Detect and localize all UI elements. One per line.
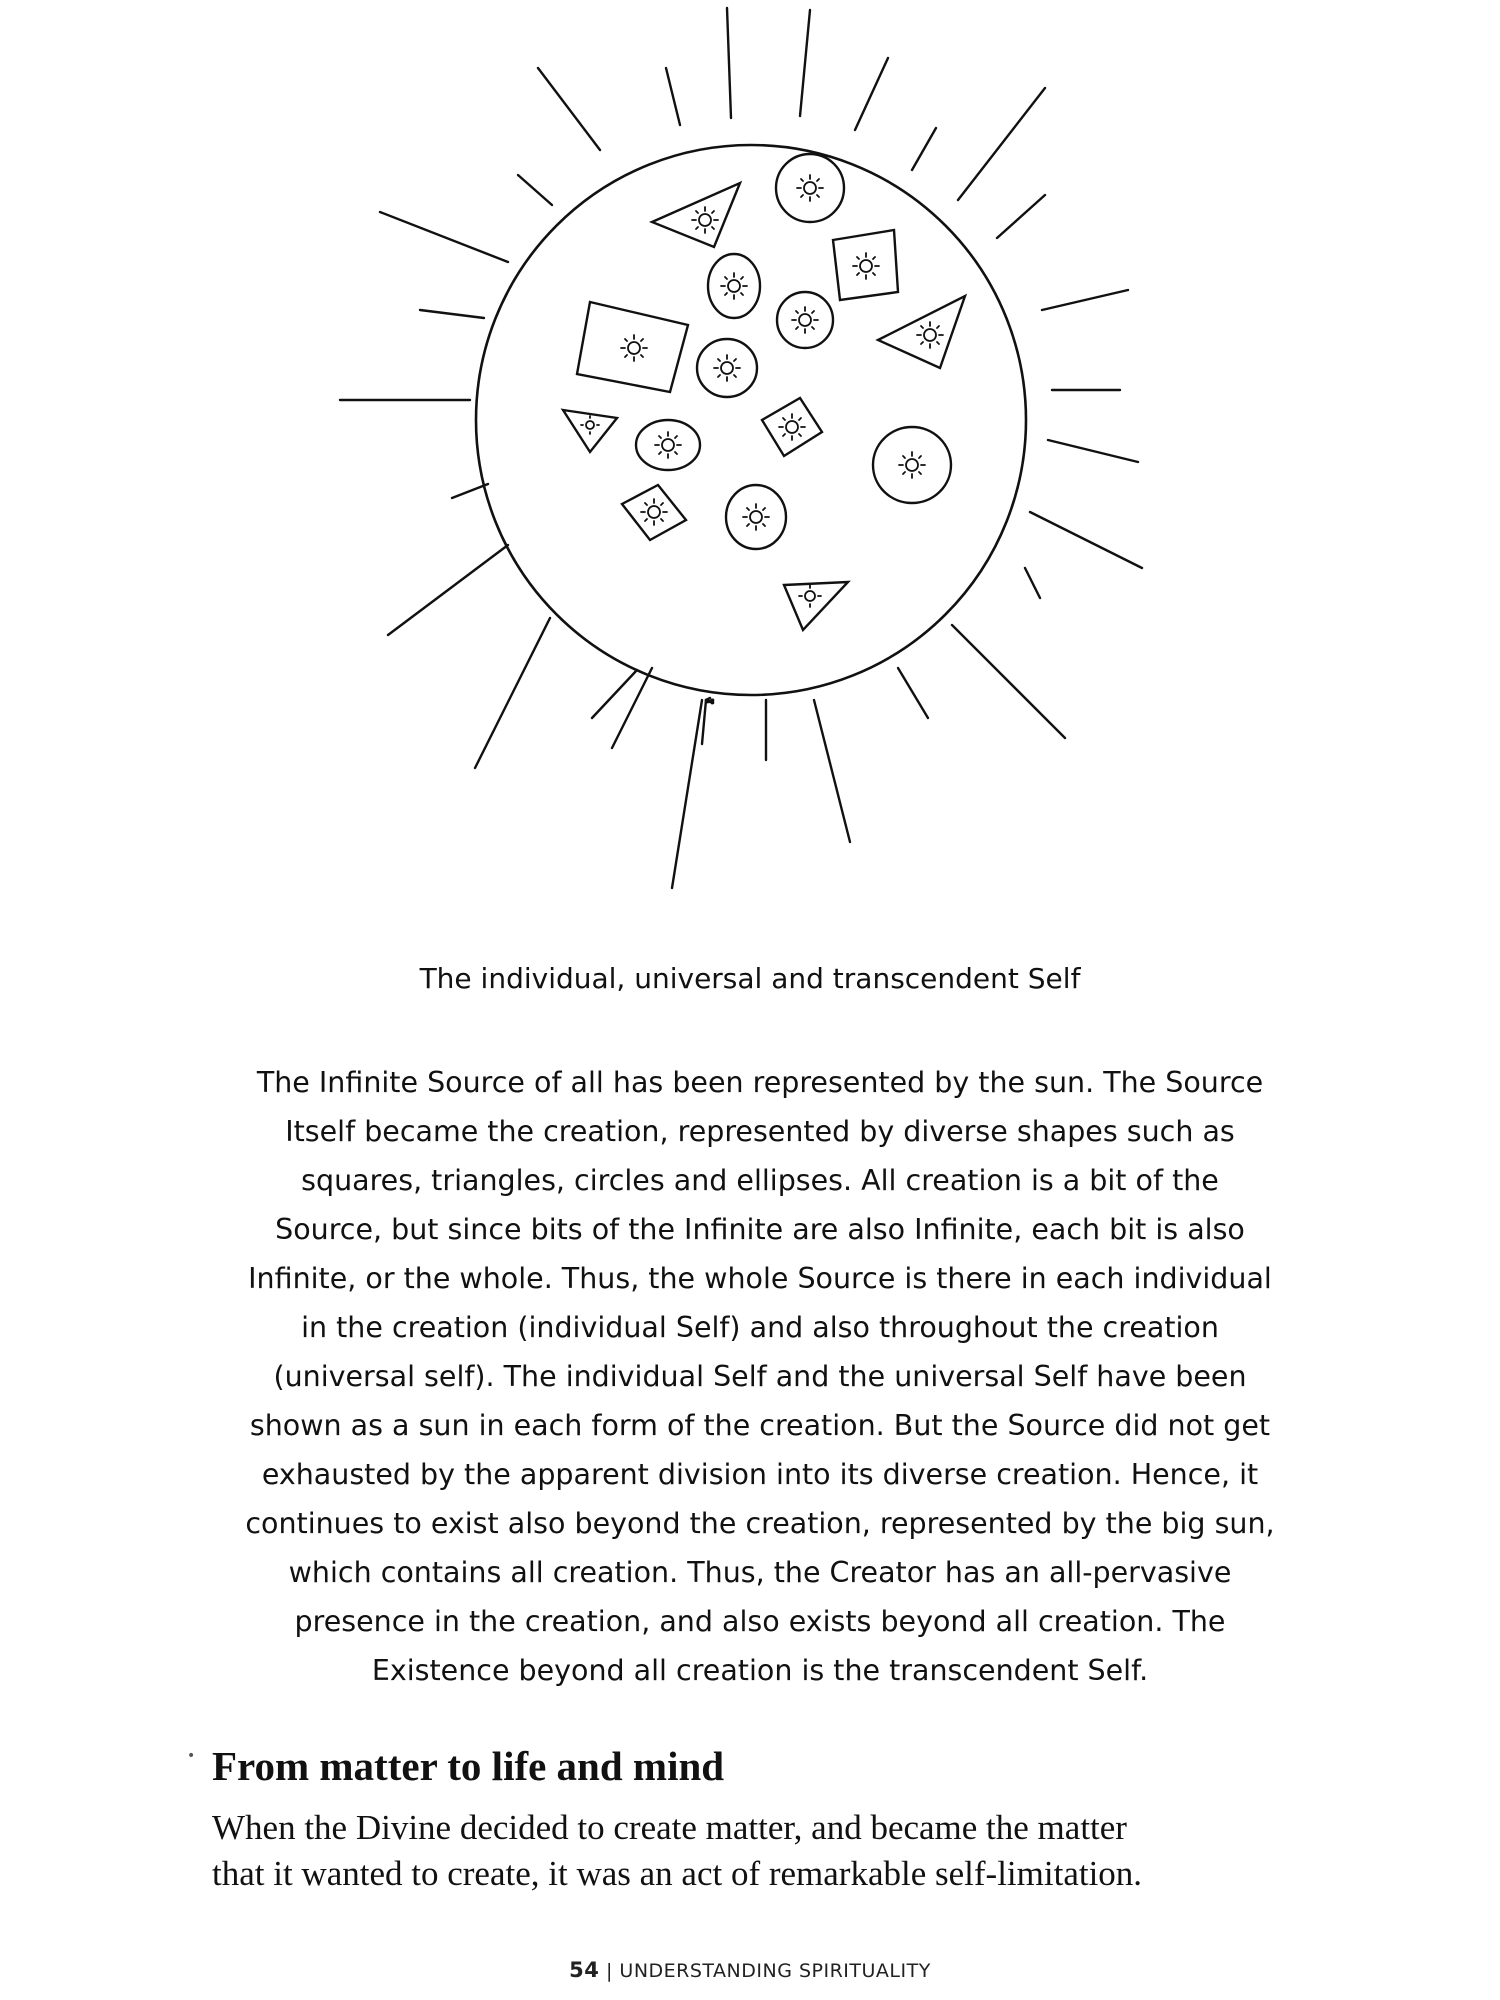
mini-sun-icon — [799, 585, 821, 607]
ellipse-shape — [636, 420, 700, 470]
mini-suns — [581, 175, 943, 607]
mini-sun-icon — [779, 414, 805, 440]
square-shape — [762, 398, 822, 456]
mini-sun-icon — [714, 355, 740, 381]
ellipse-shape — [708, 254, 760, 318]
circle-shape — [726, 485, 786, 549]
mini-sun-icon — [655, 432, 681, 458]
explanation-line: shown as a sun in each form of the creation. But the Source did not get — [249, 1409, 1271, 1442]
explanation-line: squares, triangles, circles and ellipses. All creation is a bit of the — [301, 1164, 1219, 1197]
mini-sun-icon — [621, 335, 647, 361]
square-shape — [577, 302, 688, 392]
explanation-line: Itself became the creation, represented by diverse shapes such as — [285, 1115, 1235, 1148]
sun-diagram — [0, 0, 1500, 930]
mini-sun-icon — [641, 499, 667, 525]
mini-sun-icon — [743, 504, 769, 530]
square-shape — [833, 230, 898, 300]
explanation-line: Existence beyond all creation is the transcendent Self. — [371, 1654, 1149, 1687]
circle-shape — [873, 427, 951, 503]
square-shape — [622, 485, 686, 540]
mini-sun-icon — [797, 175, 823, 201]
mini-sun-icon — [721, 273, 747, 299]
circle-shape — [776, 154, 844, 222]
mini-sun-icon — [692, 207, 718, 233]
mini-sun-icon — [917, 322, 943, 348]
book-title: UNDERSTANDING SPIRITUALITY — [619, 1960, 931, 1982]
explanation-line: Source, but since bits of the Infinite are also Infinite, each bit is also — [275, 1213, 1245, 1246]
mini-sun-icon — [899, 452, 925, 478]
creation-shapes — [563, 154, 965, 630]
footer-separator: | — [605, 1960, 613, 1982]
explanation-line: exhausted by the apparent division into its diverse creation. Hence, it — [261, 1458, 1259, 1491]
explanation-line: continues to exist also beyond the creation, represented by the big sun, — [245, 1507, 1275, 1540]
stray-mark: • — [187, 1748, 196, 1764]
body-line: When the Divine decided to create matter, and became the matter — [212, 1808, 1127, 1847]
explanation-line: which contains all creation. Thus, the Creator has an all-pervasive — [288, 1556, 1232, 1589]
figure-caption: The individual, universal and transcendent Self — [419, 962, 1081, 995]
explanation-line: presence in the creation, and also exists beyond all creation. The — [294, 1605, 1226, 1638]
explanation-line: (universal self). The individual Self and the universal Self have been — [273, 1360, 1247, 1393]
explanation-line: The Infinite Source of all has been represented by the sun. The Source — [256, 1066, 1264, 1099]
triangle-shape — [784, 582, 848, 630]
section-heading: From matter to life and mind — [212, 1743, 725, 1789]
ellipse-shape — [697, 339, 757, 397]
figure-explanation — [210, 1058, 1310, 1695]
mini-sun-icon — [792, 307, 818, 333]
circle-shape — [777, 292, 833, 348]
explanation-line: Infinite, or the whole. Thus, the whole Source is there in each individual — [248, 1262, 1272, 1295]
section-body — [212, 1805, 1332, 1897]
mini-sun-icon — [581, 416, 599, 434]
triangle-shape — [652, 183, 740, 247]
big-sun — [476, 145, 1026, 695]
lower-rays — [672, 700, 850, 888]
triangle-shape — [878, 296, 965, 368]
page-number: 54 — [569, 1958, 600, 1982]
body-line: that it wanted to create, it was an act of remarkable self-limitation. — [212, 1854, 1143, 1893]
sun-rays — [340, 8, 1142, 768]
explanation-line: in the creation (individual Self) and also throughout the creation — [301, 1311, 1219, 1344]
page-footer — [0, 1958, 1500, 1982]
mini-sun-icon — [853, 253, 879, 279]
